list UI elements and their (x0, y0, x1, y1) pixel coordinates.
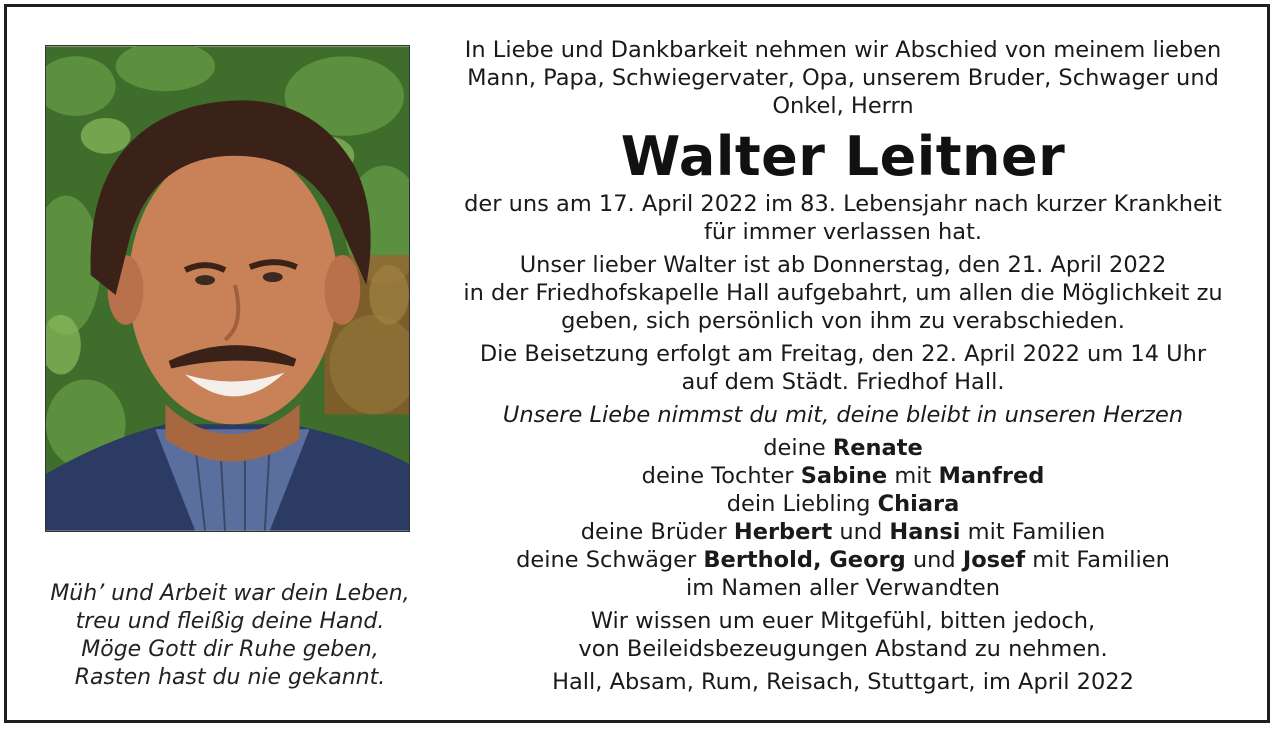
family-text: deine Brüder (580, 519, 734, 545)
family-member-name: Manfred (938, 463, 1045, 489)
obituary-text (455, 36, 1231, 696)
burial-line: auf dem Städt. Friedhof Hall. (681, 369, 1005, 395)
family-text: deine Schwäger (516, 547, 704, 573)
family-line-inlaws (455, 546, 1231, 574)
condolence-line: von Beileidsbezeugungen Abstand zu nehmen. (578, 636, 1108, 662)
family-member-name: Chiara (877, 491, 960, 517)
family-member-name: Sabine (800, 463, 888, 489)
intro-line: Mann, Papa, Schwiegervater, Opa, unserem Bruder, Schwager und (467, 65, 1219, 91)
family-text: mit Familien (1025, 547, 1170, 573)
burial-line: Die Beisetzung erfolgt am Freitag, den 22. April 2022 um 14 Uhr (479, 341, 1207, 367)
portrait-photo (45, 45, 410, 532)
portrait-illustration (46, 46, 409, 531)
family-text: und (905, 547, 963, 573)
death-notice-line: für immer verlassen hat. (703, 219, 983, 245)
family-list (455, 434, 1231, 602)
family-member-name: Herbert (733, 519, 833, 545)
intro-line: In Liebe und Dankbarkeit nehmen wir Abschied von meinem lieben (464, 37, 1222, 63)
viewing-line: in der Friedhofskapelle Hall aufgebahrt, um allen die Möglichkeit zu (463, 280, 1223, 306)
places-date: Hall, Absam, Rum, Reisach, Stuttgart, im April 2022 (552, 669, 1134, 695)
intro-line: Onkel, Herrn (772, 93, 914, 119)
family-line-relatives: im Namen aller Verwandten (685, 575, 1001, 601)
poem-line: Müh’ und Arbeit war dein Leben, (50, 581, 410, 606)
deceased-name: Walter Leitner (620, 125, 1066, 188)
poem-line: Möge Gott dir Ruhe geben, (81, 637, 379, 662)
family-line-daughter (455, 462, 1231, 490)
death-notice-line: der uns am 17. April 2022 im 83. Lebensjahr nach kurzer Krankheit (464, 191, 1222, 217)
viewing-line: Unser lieber Walter ist ab Donnerstag, den 21. April 2022 (519, 252, 1167, 278)
family-text: deine Tochter (641, 463, 801, 489)
family-member-name: Renate (832, 435, 923, 461)
family-member-name: Josef (962, 547, 1026, 573)
family-text: und (832, 519, 890, 545)
poem (30, 580, 430, 692)
condolence-line: Wir wissen um euer Mitgefühl, bitten jedoch, (590, 608, 1096, 634)
memorial-quote: Unsere Liebe nimmst du mit, deine bleibt in unseren Herzen (502, 402, 1184, 428)
family-member-name: Hansi (889, 519, 961, 545)
family-line-wife (455, 434, 1231, 462)
viewing-line: geben, sich persönlich von ihm zu verabschieden. (561, 308, 1125, 334)
family-line-brothers (455, 518, 1231, 546)
poem-line: Rasten hast du nie gekannt. (74, 665, 386, 690)
family-text: mit (887, 463, 939, 489)
family-text: deine (763, 435, 833, 461)
family-line-darling (455, 490, 1231, 518)
poem-line: treu und fleißig deine Hand. (75, 609, 385, 634)
family-member-name: Berthold, Georg (703, 547, 906, 573)
family-text: dein Liebling (726, 491, 878, 517)
family-text: mit Familien (960, 519, 1106, 545)
